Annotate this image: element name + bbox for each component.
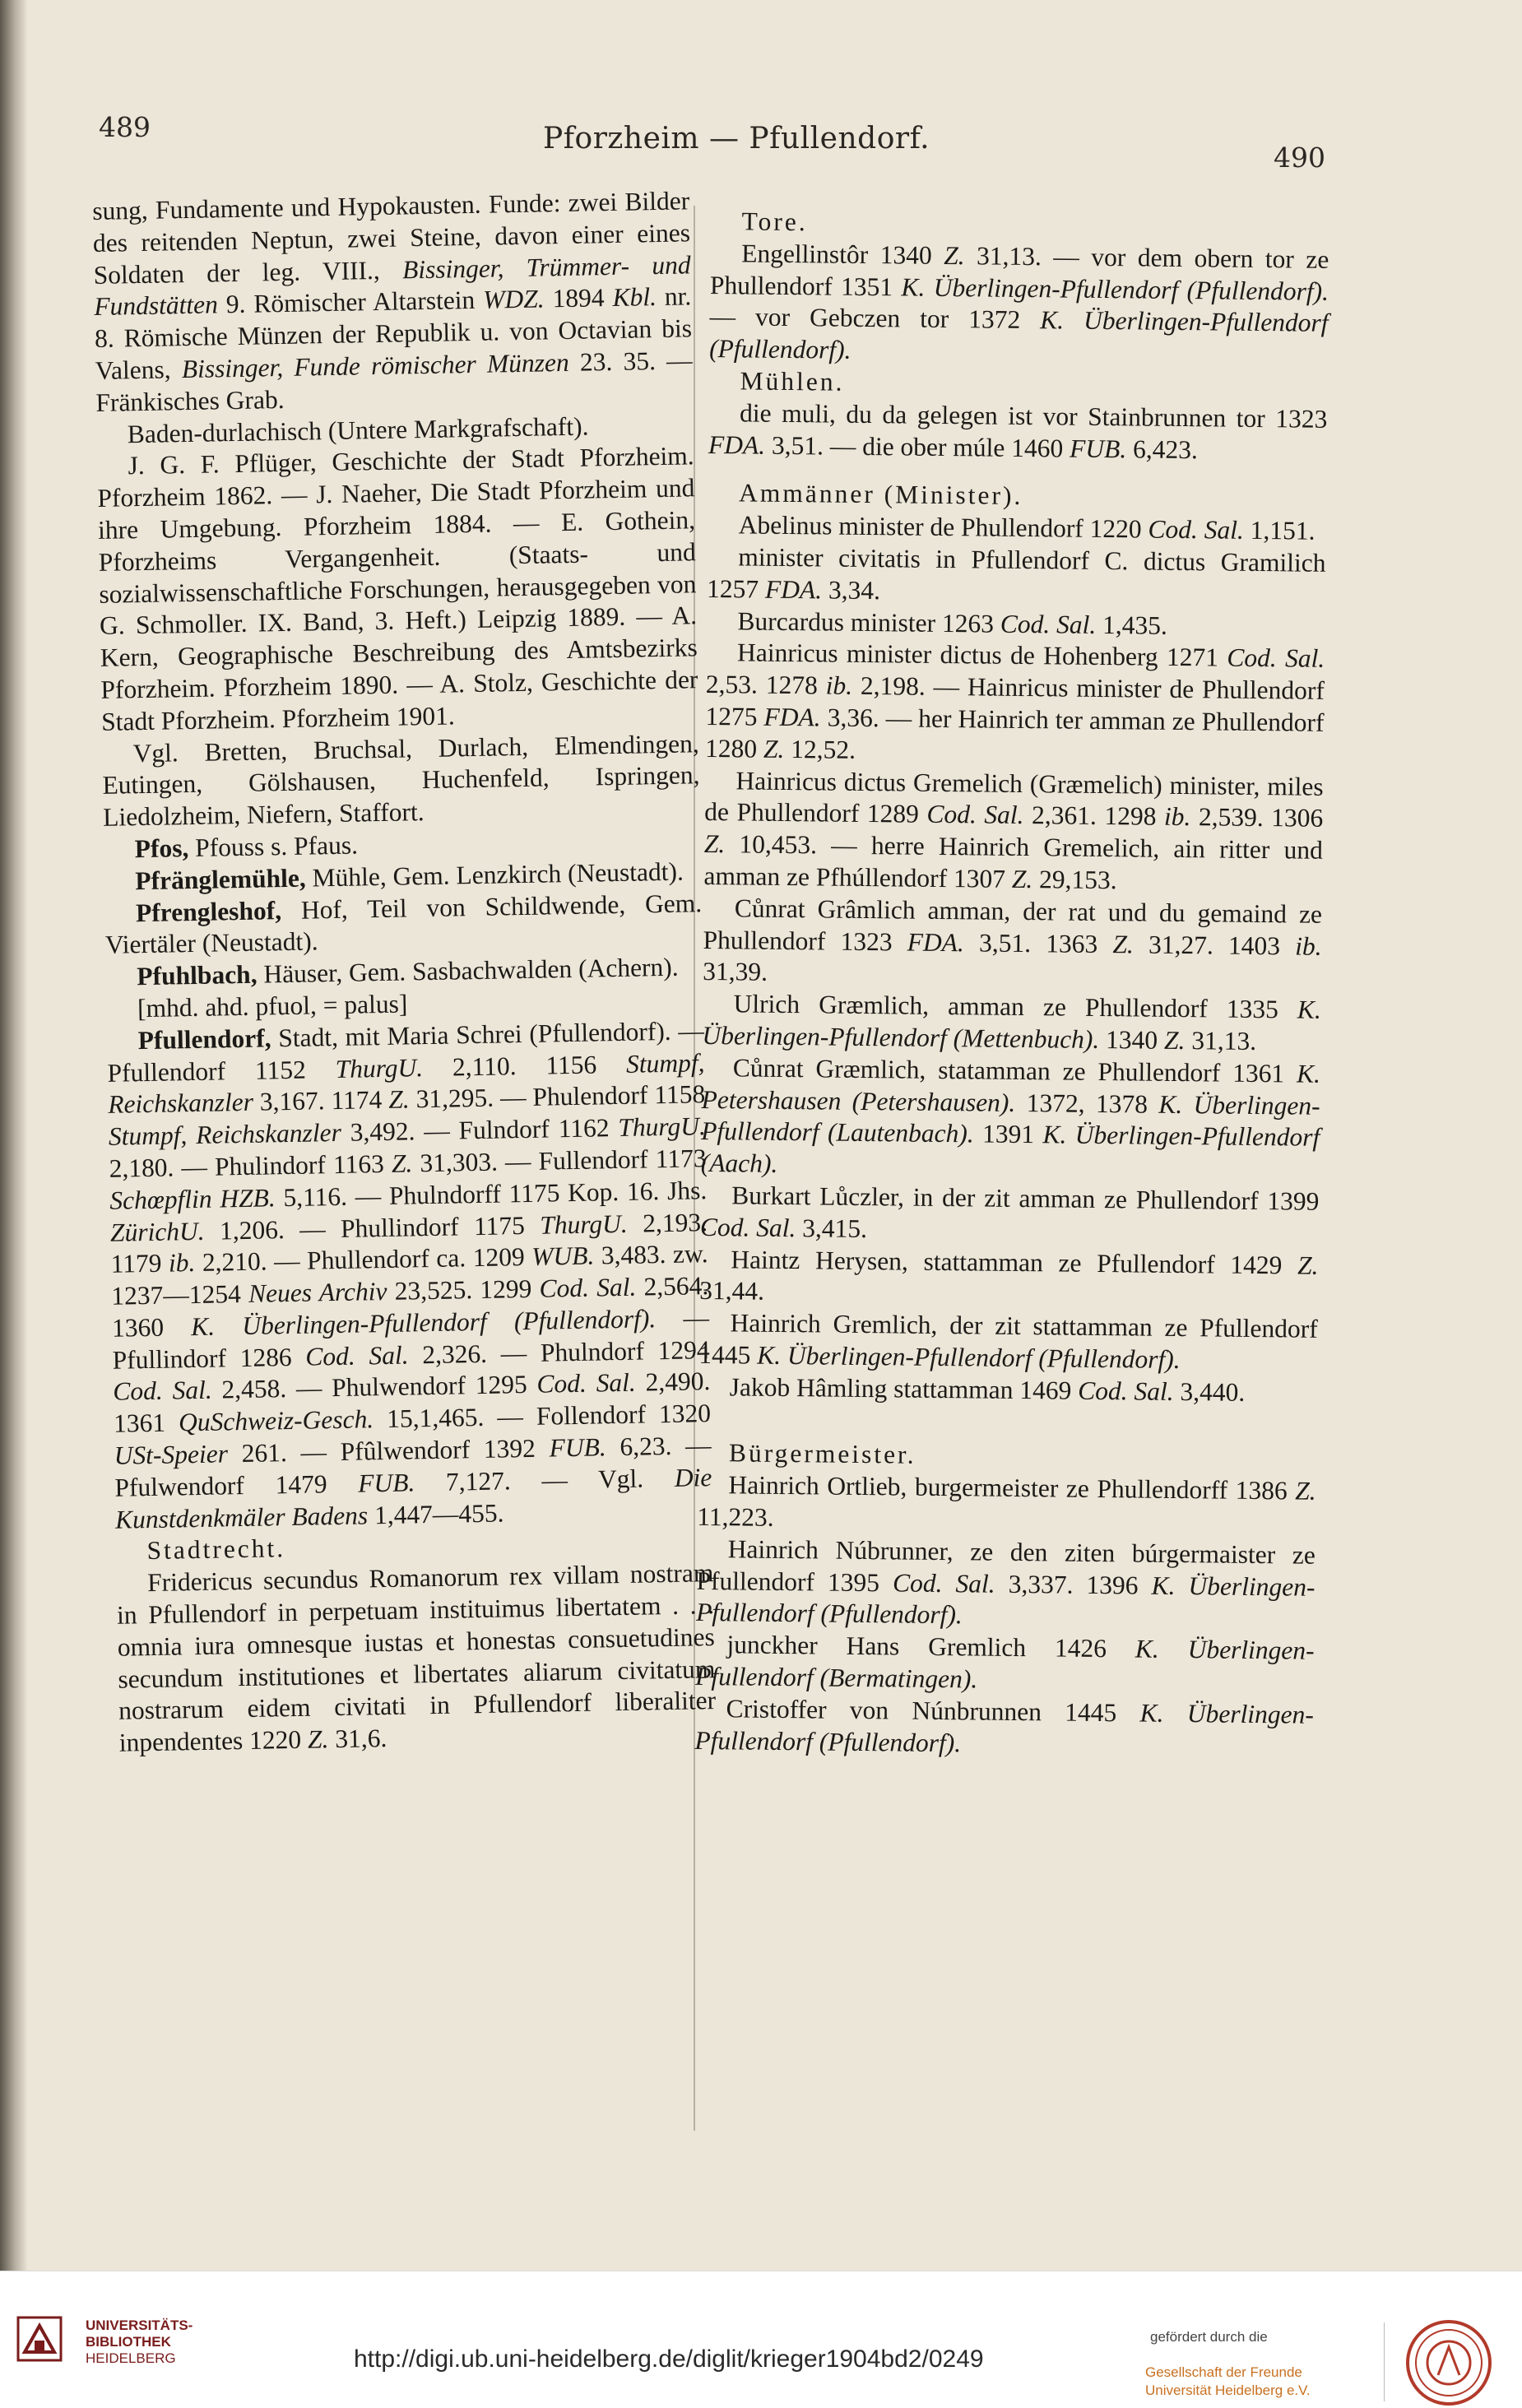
entry-pfuhlbach: Pfuhlbach, Häuser, Gem. Sasbachwalden (Achern). bbox=[137, 952, 679, 991]
paragraph-buerger-3: junckher Hans Gremlich 1426 K. Überlingen-Pfullendorf (Bermatingen). bbox=[695, 1630, 1315, 1694]
entry-pfrengleshof: Pfrengleshof, Hof, Teil von Schildwende, Gem. Viertäler (Neustadt). bbox=[104, 888, 703, 960]
university-library-logo-icon bbox=[16, 2316, 63, 2362]
university-seal-icon bbox=[1404, 2318, 1494, 2408]
paragraph-ammann-9: Burkart Lůczler, in der zit amman ze Phullendorf 1399 Cod. Sal. 3,415. bbox=[699, 1181, 1320, 1243]
paragraph-tore: Engellinstôr 1340 Z. 31,13. — vor dem obern tor ze Phullendorf 1351 K. Überlingen-Pfullendorf (Pfullendorf). — vor Gebczen tor 1372 K. Überlingen-Pfullendorf (Pfullendorf). bbox=[708, 239, 1329, 364]
page-number-right: 490 bbox=[1274, 142, 1325, 174]
paragraph-ammann-3: Burcardus minister 1263 Cod. Sal. 1,435. bbox=[737, 605, 1168, 640]
paragraph-ammann-5: Hainricus dictus Gremelich (Græmelich) minister, miles de Phullendorf 1289 Cod. Sal. 2,361. 1298 ib. 2,539. 1306 Z. 10,453. — herre Hainrich Gremelich, ain ritter und amman ze Pfhúllendorf 1307 Z. 29,153. bbox=[703, 765, 1324, 895]
paragraph-ammann-6: Cůnrat Grâmlich amman, der rat und du gemaind ze Phullendorf 1323 FDA. 3,51. 1363 Z. 31,27. 1403 ib. 31,39. bbox=[703, 893, 1323, 987]
page-edge-shadow bbox=[0, 0, 28, 2271]
section-heading-stadtrecht: Stadtrecht. bbox=[146, 1533, 286, 1566]
paragraph-ammann-4: Hainricus minister dictus de Hohenberg 1271 Cod. Sal. 2,53. 1278 ib. 2,198. — Hainricus minister de Phullendorf 1275 FDA. 3,36. — her Hainrich ter amman ze Phullendorf 1280 Z. 12,52. bbox=[704, 638, 1325, 764]
paragraph-buerger-1: Hainrich Ortlieb, burgermeister ze Phullendorff 1386 Z. 11,223. bbox=[697, 1470, 1316, 1532]
left-column bbox=[92, 185, 717, 1759]
paragraph-literature: J. G. F. Pflüger, Geschichte der Stadt Pforzheim. Pforzheim 1862. — J. Naeher, Die Stadt Pforzheim und ihre Umgebung. Pforzheim 1884. — E. Gothein, Pforzheims Vergangenheit. (Staats- und sozialwissenschaftliche Forschungen, herausgegeben von G. Schmoller. IX. Band, 3. Heft.) Leipzig 1889. — A. Kern, Geographische Beschreibung des Amtsbezirks Pforzheim. Pforzheim 1890. — A. Stolz, Geschichte der Stadt Pforzheim. Pforzheim 1901. bbox=[97, 441, 698, 736]
paragraph-ammann-12: Jakob Hâmling stattamman 1469 Cod. Sal. 3,440. bbox=[729, 1372, 1246, 1407]
entry-pfraenglemuehle: Pfränglemühle, Mühle, Gem. Lenzkirch (Neustadt). bbox=[135, 856, 684, 895]
paragraph-ammann-1: Abelinus minister de Phullendorf 1220 Cod. Sal. 1,151. bbox=[738, 510, 1316, 545]
paragraph-buerger-2: Hainrich Núbrunner, ze den ziten búrgermaister ze Pfullendorf 1395 Cod. Sal. 3,337. 1396 K. Überlingen-Pfullendorf (Pfullendorf). bbox=[695, 1534, 1316, 1630]
digitisation-footer bbox=[0, 2271, 1522, 2406]
paragraph-baden-durlach: Baden-durlachisch (Untere Markgrafschaft). bbox=[127, 411, 589, 448]
page-number-left: 489 bbox=[99, 111, 151, 143]
funded-by-label: gefördert durch die bbox=[1150, 2329, 1268, 2345]
paragraph-vgl: Vgl. Bretten, Bruchsal, Durlach, Elmendingen, Eutingen, Gölshausen, Huchenfeld, Ispringen, Liedolzheim, Niefern, Staffort. bbox=[102, 728, 700, 833]
right-column bbox=[694, 206, 1329, 1763]
paragraph-muehlen: die muli, du da gelegen ist vor Stainbrunnen tor 1323 FDA. 3,51. — die ober múle 1460 FUB. 6,423. bbox=[708, 398, 1328, 464]
entry-pfullendorf: Pfullendorf, Stadt, mit Maria Schrei (Pfullendorf). — Pfullendorf 1152 ThurgU. 2,110. 1156 Stumpf, Reichskanzler 3,167. 1174 Z. 31,295. — Phulendorf 1158 Stumpf, Reichskanzler 3,492. — Fulndorf 1162 ThurgU. 2,180. — Phulindorf 1163 Z. 31,303. — Fullendorf 1173 Schœpflin HZB. 5,116. — Phulndorff 1175 Kop. 16. Jhs. ZürichU. 1,206. — Phullindorf 1175 ThurgU. 2,193. 1179 ib. 2,210. — Phullendorf ca. 1209 WUB. 3,483. zw. 1237—1254 Neues Archiv 23,525. 1299 Cod. Sal. 2,564. 1360 K. Überlingen-Pfullendorf (Pfullendorf). — Pfullindorf 1286 Cod. Sal. 2,326. — Phulndorf 1294 Cod. Sal. 2,458. — Phulwendorf 1295 Cod. Sal. 2,490. 1361 QuSchweiz-Gesch. 15,1,465. — Follendorf 1320 USt-Speier 261. — Pfûlwendorf 1392 FUB. 6,23. — Pfulwendorf 1479 FUB. 7,127. — Vgl. Die Kunstdenkmäler Badens 1,447—455. bbox=[107, 1015, 712, 1534]
paragraph-ammann-8: Cůnrat Græmlich, statamman ze Phullendorf 1361 K. Petershausen (Petershausen). 1372, 1378 K. Überlingen-Pfullendorf (Lautenbach). 1391 K. Überlingen-Pfullendorf (Aach). bbox=[700, 1053, 1321, 1179]
entry-pfos: Pfos, Pfouss s. Pfaus. bbox=[134, 830, 359, 864]
section-heading-tore: Tore. bbox=[741, 206, 808, 237]
paragraph-roman-finds: sung, Fundamente und Hypokausten. Funde: zwei Bilder des reitenden Neptun, zwei Steine, davon einer eines Soldaten der leg. VIII., Bissinger, Trümmer- und Fundstätten 9. Römischer Altarstein WDZ. 1894 Kbl. nr. 8. Römische Münzen der Republik u. von Octavian bis Valens, Bissinger, Funde römischer Münzen 23. 35. — Fränkisches Grab. bbox=[92, 186, 693, 417]
etymology-note: [mhd. ahd. pfuol, = palus] bbox=[137, 989, 408, 1023]
footer-divider bbox=[1384, 2322, 1385, 2401]
paragraph-ammann-7: Ulrich Græmlich, amman ze Phullendorf 1335 K. Überlingen-Pfullendorf (Mettenbuch). 1340 Z. 31,13. bbox=[702, 989, 1321, 1056]
paragraph-ammann-10: Haintz Herysen, stattamman ze Pfullendorf 1429 Z. 31,44. bbox=[699, 1244, 1319, 1306]
sponsor-name: Gesellschaft der Freunde Universität Heidelberg e.V. bbox=[1145, 2364, 1311, 2398]
section-heading-muehlen: Mühlen. bbox=[740, 366, 845, 397]
running-head: Pforzheim — Pfullendorf. bbox=[543, 122, 930, 155]
section-heading-ammaenner: Ammänner (Minister). bbox=[738, 478, 1023, 511]
section-heading-buergermeister: Bürgermeister. bbox=[728, 1438, 916, 1470]
paragraph-buerger-4: Cristoffer von Núnbrunnen 1445 K. Überlingen-Pfullendorf (Pfullendorf). bbox=[694, 1694, 1315, 1757]
paragraph-fridericus: Fridericus secundus Romanorum rex villam nostram in Pfullendorf in perpetuam instituimus libertatem . . . omnia iura omnesque iustas et honestas consuetudines secundum institutiones et libertates aliarum civitatum nostrarum eidem civitati in Pfullendorf liberaliter inpendentes 1220 Z. 31,6. bbox=[116, 1558, 717, 1757]
university-library-name: UNIVERSITÄTS- BIBLIOTHEK HEIDELBERG bbox=[86, 2318, 193, 2366]
paragraph-ammann-2: minister civitatis in Pfullendorf C. dictus Gramilich 1257 FDA. 3,34. bbox=[706, 542, 1326, 605]
paragraph-ammann-11: Hainrich Gremlich, der zit stattamman ze Pfullendorf 1445 K. Überlingen-Pfullendorf (Pfullendorf). bbox=[698, 1308, 1318, 1374]
permalink-url[interactable]: http://digi.ub.uni-heidelberg.de/diglit/krieger1904bd2/0249 bbox=[354, 2345, 984, 2373]
